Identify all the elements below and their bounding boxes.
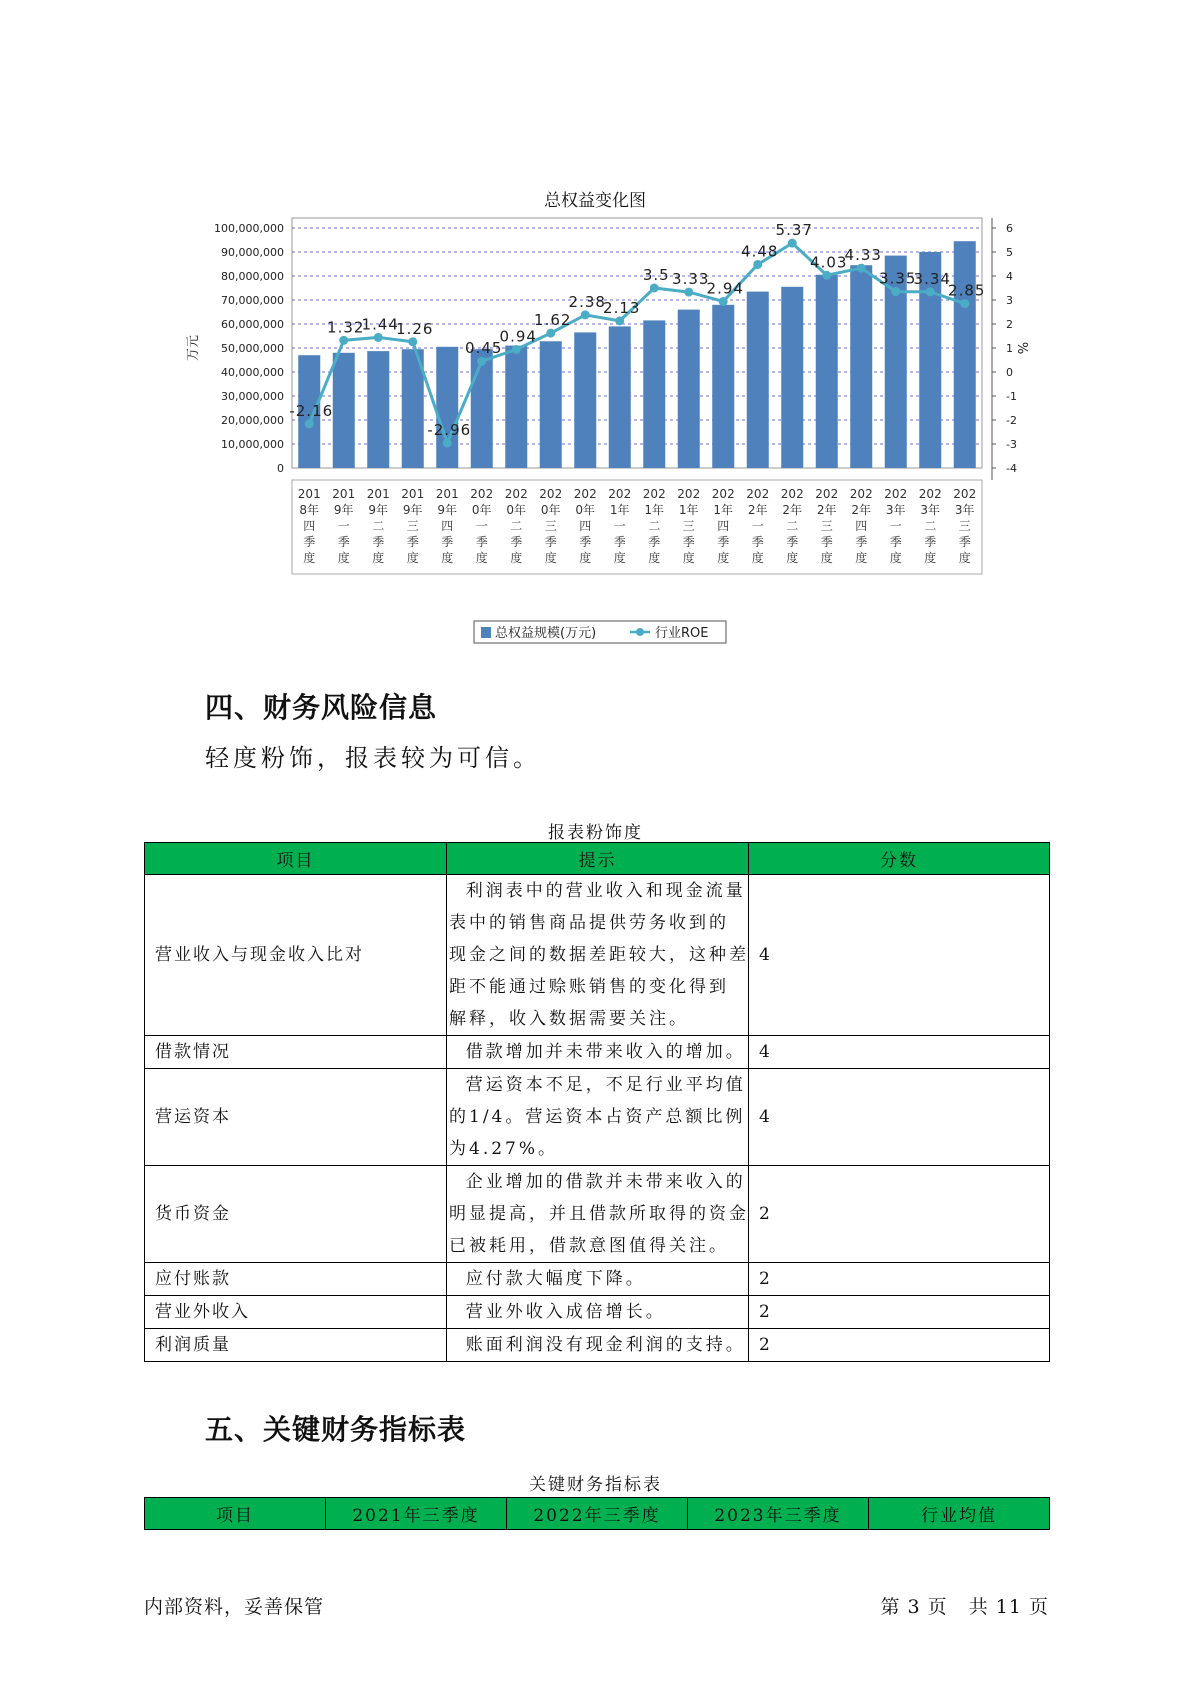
row-hint-line: 距不能通过赊账销售的变化得到 bbox=[449, 977, 729, 997]
category-label: 一 bbox=[889, 519, 902, 533]
category-label: 3年 bbox=[920, 503, 941, 517]
category-label: 三 bbox=[820, 519, 833, 533]
category-label: 四 bbox=[717, 519, 730, 533]
category-label: 度 bbox=[475, 551, 488, 565]
section4-heading: 四、财务风险信息 bbox=[205, 691, 438, 724]
row-hint bbox=[447, 1296, 749, 1329]
bar bbox=[747, 292, 769, 468]
category-label: 季 bbox=[406, 535, 419, 549]
category-label: 季 bbox=[889, 535, 902, 549]
roe-point bbox=[753, 260, 762, 269]
category-label: 四 bbox=[441, 519, 454, 533]
category-label: 度 bbox=[510, 551, 523, 565]
row-hint-line: 借款增加并未带来收入的增加。 bbox=[449, 1042, 746, 1062]
category-label: 201 bbox=[297, 487, 321, 501]
category-label: 1年 bbox=[644, 503, 665, 517]
category-label: 季 bbox=[958, 535, 971, 549]
category-label: 202 bbox=[918, 487, 942, 501]
table-row bbox=[145, 875, 1050, 1036]
category-label: 202 bbox=[573, 487, 597, 501]
category-label: 度 bbox=[579, 551, 592, 565]
col-header-item: 项目 bbox=[145, 843, 447, 875]
category-label: 0年 bbox=[506, 503, 527, 517]
legend-line-marker bbox=[636, 628, 644, 636]
left-tick-label: 20,000,000 bbox=[221, 414, 284, 427]
category-label: 1年 bbox=[713, 503, 734, 517]
category-label: 季 bbox=[579, 535, 592, 549]
row-hint bbox=[447, 1036, 749, 1069]
roe-point bbox=[684, 288, 693, 297]
category-label: 度 bbox=[406, 551, 419, 565]
left-tick-label: 0 bbox=[277, 462, 284, 475]
category-label: 度 bbox=[303, 551, 316, 565]
bar bbox=[678, 310, 700, 468]
row-hint-line: 现金之间的数据差距较大，这种差 bbox=[449, 945, 749, 965]
roe-point bbox=[788, 239, 797, 248]
row-item: 应付账款 bbox=[145, 1263, 447, 1296]
category-label: 2年 bbox=[747, 503, 768, 517]
kpi-col-2023q3: 2023年三季度 bbox=[688, 1498, 869, 1530]
category-label: 202 bbox=[711, 487, 735, 501]
roe-point bbox=[581, 310, 590, 319]
bar bbox=[333, 353, 355, 468]
category-label: 二 bbox=[924, 519, 937, 533]
category-label: 季 bbox=[717, 535, 730, 549]
row-score: 2 bbox=[749, 1296, 1050, 1329]
section5-heading: 五、关键财务指标表 bbox=[205, 1413, 467, 1446]
roe-point bbox=[408, 337, 417, 346]
table-row bbox=[145, 1296, 1050, 1329]
left-tick-label: 60,000,000 bbox=[221, 318, 284, 331]
left-tick-label: 80,000,000 bbox=[221, 270, 284, 283]
left-tick-label: 70,000,000 bbox=[221, 294, 284, 307]
footer-page-number: 第 3 页 共 11 页 bbox=[880, 1596, 1049, 1618]
category-label: 季 bbox=[648, 535, 661, 549]
bar bbox=[367, 351, 389, 468]
roe-point bbox=[822, 271, 831, 280]
roe-data-label: 5.37 bbox=[775, 221, 813, 240]
right-tick-label: -3 bbox=[1006, 438, 1017, 451]
kpi-col-2022q3: 2022年三季度 bbox=[507, 1498, 688, 1530]
row-hint-line: 的1/4。营运资本占资产总额比例 bbox=[449, 1107, 746, 1127]
category-label: 二 bbox=[510, 519, 523, 533]
col-header-hint: 提示 bbox=[447, 843, 749, 875]
kpi-table bbox=[144, 1497, 1050, 1530]
roe-point bbox=[926, 287, 935, 296]
category-label: 2年 bbox=[816, 503, 837, 517]
roe-data-label: -2.96 bbox=[427, 421, 472, 440]
legend-line-label: 行业ROE bbox=[655, 626, 709, 641]
roe-point bbox=[305, 419, 314, 428]
category-label: 一 bbox=[475, 519, 488, 533]
category-label: 0年 bbox=[575, 503, 596, 517]
right-tick-label: 2 bbox=[1006, 318, 1013, 331]
roe-data-label: 2.85 bbox=[948, 281, 986, 300]
category-label: 9年 bbox=[402, 503, 423, 517]
category-label: 二 bbox=[372, 519, 385, 533]
row-score: 2 bbox=[749, 1329, 1050, 1362]
left-tick-label: 30,000,000 bbox=[221, 390, 284, 403]
roe-data-label: 1.26 bbox=[396, 319, 434, 338]
category-label: 度 bbox=[682, 551, 695, 565]
category-label: 度 bbox=[337, 551, 350, 565]
roe-data-label: 3.5 bbox=[642, 266, 670, 284]
category-label: 四 bbox=[303, 519, 316, 533]
category-label: 季 bbox=[751, 535, 764, 549]
category-label: 度 bbox=[613, 551, 626, 565]
category-label: 9年 bbox=[368, 503, 389, 517]
roe-data-label: -2.16 bbox=[289, 401, 334, 420]
category-label: 202 bbox=[884, 487, 908, 501]
row-score: 4 bbox=[749, 1036, 1050, 1069]
kpi-table-header bbox=[145, 1498, 1050, 1530]
category-label: 二 bbox=[786, 519, 799, 533]
category-label: 季 bbox=[786, 535, 799, 549]
category-label: 0年 bbox=[540, 503, 561, 517]
row-hint bbox=[447, 1166, 749, 1263]
roe-point bbox=[374, 333, 383, 342]
category-label: 度 bbox=[786, 551, 799, 565]
row-hint bbox=[447, 1069, 749, 1166]
category-label: 201 bbox=[435, 487, 459, 501]
category-label: 季 bbox=[613, 535, 626, 549]
roe-data-label: 3.35 bbox=[879, 269, 917, 288]
roe-point bbox=[546, 329, 555, 338]
right-tick-label: -2 bbox=[1006, 414, 1017, 427]
category-label: 202 bbox=[780, 487, 804, 501]
roe-point bbox=[650, 284, 659, 293]
row-hint-line: 营运资本不足，不足行业平均值 bbox=[449, 1075, 746, 1095]
bar bbox=[609, 326, 631, 468]
category-label: 季 bbox=[682, 535, 695, 549]
left-tick-label: 40,000,000 bbox=[221, 366, 284, 379]
row-hint-line: 应付款大幅度下降。 bbox=[449, 1269, 646, 1289]
category-label: 202 bbox=[470, 487, 494, 501]
roe-data-label: 2.94 bbox=[706, 279, 744, 298]
col-header-score: 分数 bbox=[749, 843, 1050, 875]
row-item: 货币资金 bbox=[145, 1166, 447, 1263]
category-label: 四 bbox=[579, 519, 592, 533]
right-tick-label: 0 bbox=[1006, 366, 1013, 379]
kpi-col-industry-avg: 行业均值 bbox=[869, 1498, 1050, 1530]
roe-point bbox=[477, 357, 486, 366]
category-label: 3年 bbox=[885, 503, 906, 517]
table-row bbox=[145, 1069, 1050, 1166]
category-label: 202 bbox=[953, 487, 977, 501]
row-hint-line: 营业外收入成倍增长。 bbox=[449, 1302, 666, 1322]
row-hint bbox=[447, 1263, 749, 1296]
category-label: 三 bbox=[544, 519, 557, 533]
roe-point bbox=[719, 297, 728, 306]
row-item: 营业收入与现金收入比对 bbox=[145, 875, 447, 1036]
roe-data-label: 1.32 bbox=[327, 318, 365, 337]
table-row bbox=[145, 1329, 1050, 1362]
right-tick-label: 3 bbox=[1006, 294, 1013, 307]
row-hint-line: 为4.27%。 bbox=[449, 1139, 559, 1159]
category-label: 季 bbox=[924, 535, 937, 549]
chart-title: 总权益变化图 bbox=[544, 191, 646, 211]
row-hint-line: 解释，收入数据需要关注。 bbox=[449, 1009, 689, 1029]
bar bbox=[436, 347, 458, 468]
bar bbox=[540, 341, 562, 468]
category-label: 201 bbox=[401, 487, 425, 501]
category-label: 9年 bbox=[333, 503, 354, 517]
category-label: 度 bbox=[751, 551, 764, 565]
category-label: 三 bbox=[682, 519, 695, 533]
roe-data-label: 4.48 bbox=[741, 242, 779, 261]
row-hint-line: 已被耗用，借款意图值得关注。 bbox=[449, 1236, 729, 1256]
category-label: 一 bbox=[337, 519, 350, 533]
right-tick-label: 6 bbox=[1006, 222, 1013, 235]
bar bbox=[781, 287, 803, 468]
table-row bbox=[145, 1166, 1050, 1263]
left-tick-label: 10,000,000 bbox=[221, 438, 284, 451]
roe-point bbox=[857, 264, 866, 273]
category-label: 202 bbox=[642, 487, 666, 501]
right-axis-label: % bbox=[1014, 341, 1029, 355]
roe-data-label: 2.13 bbox=[603, 298, 641, 317]
category-label: 三 bbox=[958, 519, 971, 533]
category-label: 三 bbox=[406, 519, 419, 533]
row-item: 营业外收入 bbox=[145, 1296, 447, 1329]
bar bbox=[574, 332, 596, 468]
bar bbox=[816, 275, 838, 468]
category-label: 0年 bbox=[471, 503, 492, 517]
roe-point bbox=[891, 287, 900, 296]
roe-point bbox=[443, 439, 452, 448]
row-item: 利润质量 bbox=[145, 1329, 447, 1362]
equity-chart bbox=[0, 190, 1191, 650]
category-label: 8年 bbox=[299, 503, 320, 517]
roe-data-label: 4.03 bbox=[810, 253, 848, 272]
row-item: 营运资本 bbox=[145, 1069, 447, 1166]
left-tick-label: 90,000,000 bbox=[221, 246, 284, 259]
row-item: 借款情况 bbox=[145, 1036, 447, 1069]
category-label: 季 bbox=[337, 535, 350, 549]
category-label: 季 bbox=[820, 535, 833, 549]
right-tick-label: -4 bbox=[1006, 462, 1017, 475]
left-axis-label: 万元 bbox=[186, 334, 201, 362]
category-label: 二 bbox=[648, 519, 661, 533]
category-label: 2年 bbox=[851, 503, 872, 517]
roe-point bbox=[615, 316, 624, 325]
row-hint-line: 账面利润没有现金利润的支持。 bbox=[449, 1335, 746, 1355]
category-label: 1年 bbox=[678, 503, 699, 517]
roe-data-label: 2.38 bbox=[568, 292, 606, 311]
table-row bbox=[145, 1036, 1050, 1069]
roe-data-label: 1.44 bbox=[361, 315, 399, 334]
row-hint bbox=[447, 1329, 749, 1362]
category-frame bbox=[292, 480, 982, 574]
category-label: 度 bbox=[855, 551, 868, 565]
category-label: 一 bbox=[613, 519, 626, 533]
roe-point bbox=[339, 336, 348, 345]
category-label: 度 bbox=[441, 551, 454, 565]
row-score: 2 bbox=[749, 1263, 1050, 1296]
kpi-col-2021q3: 2021年三季度 bbox=[326, 1498, 507, 1530]
category-label: 201 bbox=[332, 487, 356, 501]
roe-data-label: 1.62 bbox=[534, 311, 572, 330]
category-label: 度 bbox=[924, 551, 937, 565]
bar bbox=[505, 346, 527, 468]
category-label: 3年 bbox=[954, 503, 975, 517]
roe-data-label: 4.33 bbox=[844, 246, 882, 265]
category-label: 202 bbox=[815, 487, 839, 501]
category-label: 1年 bbox=[609, 503, 630, 517]
category-label: 202 bbox=[504, 487, 528, 501]
row-hint-line: 表中的销售商品提供劳务收到的 bbox=[449, 913, 729, 933]
risk-table bbox=[144, 842, 1050, 1362]
table-row bbox=[145, 1263, 1050, 1296]
roe-point bbox=[512, 345, 521, 354]
roe-data-label: 3.34 bbox=[913, 269, 951, 288]
roe-point bbox=[960, 299, 969, 308]
bar bbox=[471, 349, 493, 468]
category-label: 度 bbox=[544, 551, 557, 565]
section4-summary: 轻度粉饰，报表较为可信。 bbox=[205, 744, 541, 772]
category-label: 四 bbox=[855, 519, 868, 533]
row-hint-line: 明显提高，并且借款所取得的资金 bbox=[449, 1204, 749, 1224]
category-label: 2年 bbox=[782, 503, 803, 517]
row-score: 2 bbox=[749, 1166, 1050, 1263]
kpi-col-item: 项目 bbox=[145, 1498, 326, 1530]
category-label: 度 bbox=[372, 551, 385, 565]
right-tick-label: 5 bbox=[1006, 246, 1013, 259]
left-tick-label: 50,000,000 bbox=[221, 342, 284, 355]
legend-bar-label: 总权益规模(万元) bbox=[495, 626, 597, 641]
row-score: 4 bbox=[749, 875, 1050, 1036]
category-label: 度 bbox=[648, 551, 661, 565]
kpi-table-caption: 关键财务指标表 bbox=[529, 1475, 662, 1495]
right-tick-label: -1 bbox=[1006, 390, 1017, 403]
bar bbox=[712, 305, 734, 468]
row-score: 4 bbox=[749, 1069, 1050, 1166]
category-label: 季 bbox=[510, 535, 523, 549]
category-label: 度 bbox=[717, 551, 730, 565]
row-hint-line: 利润表中的营业收入和现金流量 bbox=[449, 881, 746, 901]
category-label: 202 bbox=[849, 487, 873, 501]
category-label: 9年 bbox=[437, 503, 458, 517]
category-label: 201 bbox=[366, 487, 390, 501]
risk-table-header bbox=[145, 843, 1050, 875]
row-hint-line: 企业增加的借款并未带来收入的 bbox=[449, 1172, 746, 1192]
bar bbox=[954, 241, 976, 468]
roe-data-label: 0.45 bbox=[465, 339, 503, 358]
category-label: 度 bbox=[820, 551, 833, 565]
legend-bar-swatch bbox=[481, 627, 491, 638]
row-hint bbox=[447, 875, 749, 1036]
category-label: 度 bbox=[958, 551, 971, 565]
category-label: 202 bbox=[746, 487, 770, 501]
category-label: 一 bbox=[751, 519, 764, 533]
right-tick-label: 1 bbox=[1006, 342, 1013, 355]
footer-confidential: 内部资料，妥善保管 bbox=[144, 1596, 325, 1618]
right-tick-label: 4 bbox=[1006, 270, 1013, 283]
roe-data-label: 3.33 bbox=[672, 270, 710, 289]
category-label: 202 bbox=[677, 487, 701, 501]
category-label: 季 bbox=[855, 535, 868, 549]
category-label: 季 bbox=[475, 535, 488, 549]
category-label: 季 bbox=[372, 535, 385, 549]
category-label: 季 bbox=[544, 535, 557, 549]
bar bbox=[643, 320, 665, 468]
category-label: 202 bbox=[608, 487, 632, 501]
roe-data-label: 0.94 bbox=[499, 327, 537, 346]
risk-table-caption: 报表粉饰度 bbox=[548, 823, 643, 843]
bar bbox=[850, 265, 872, 468]
left-tick-label: 100,000,000 bbox=[214, 222, 284, 235]
category-label: 202 bbox=[539, 487, 563, 501]
category-label: 季 bbox=[441, 535, 454, 549]
category-label: 季 bbox=[303, 535, 316, 549]
category-label: 度 bbox=[889, 551, 902, 565]
